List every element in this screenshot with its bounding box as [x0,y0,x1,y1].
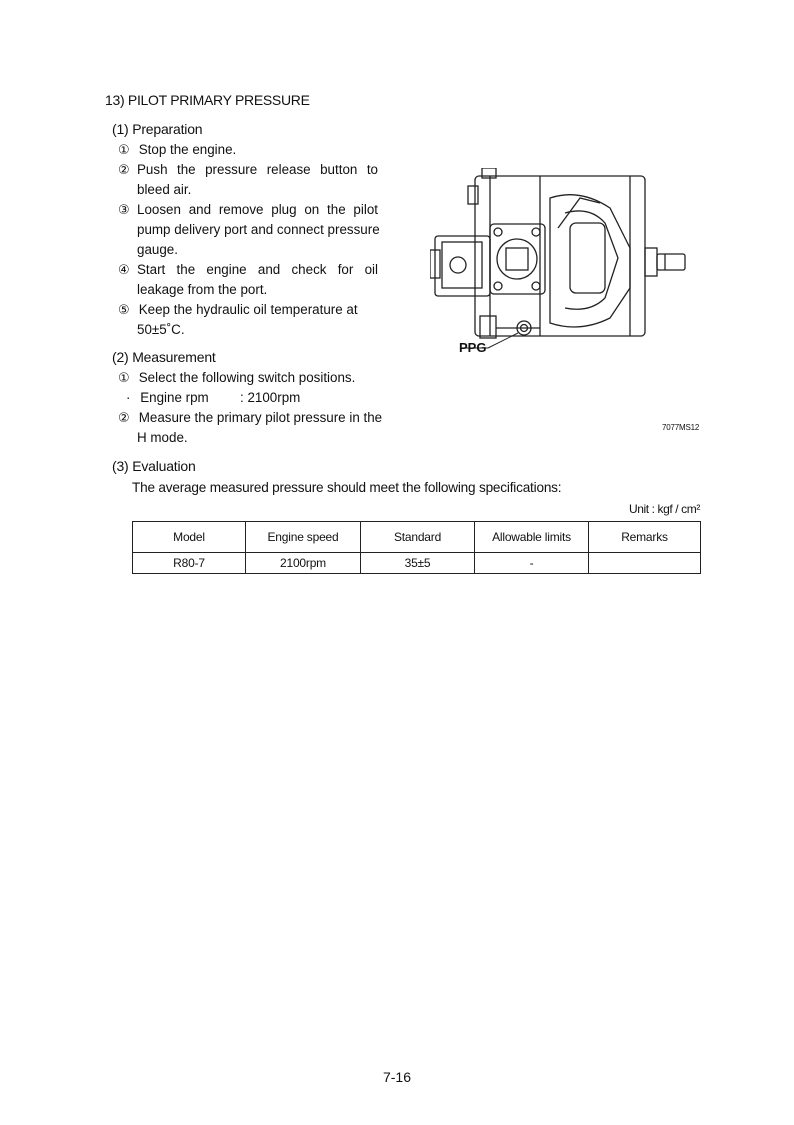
step-number: ⑤ [118,302,130,317]
cell-model: R80-7 [133,553,246,574]
header-model: Model [133,522,246,553]
spec-table [132,521,701,574]
pump-illustration [430,168,700,363]
header-allowable-limits: Allowable limits [475,522,589,553]
engine-rpm-value: : 2100rpm [240,390,301,405]
step-text-cont: 50±5˚C. [137,322,185,337]
ppg-callout: PPG [459,340,487,355]
cell-engine-speed: 2100rpm [246,553,361,574]
table-header-row [133,522,701,553]
step-text: Push the pressure release button to [137,162,378,177]
prep-step-2 [118,160,378,180]
step-number: ④ [118,262,130,277]
section-title: 13) PILOT PRIMARY PRESSURE [105,92,310,108]
prep-step-5 [118,300,358,320]
prep-step-4 [118,260,378,280]
step-text-line [137,200,378,220]
prep-step-1 [118,140,236,160]
engine-rpm-label: Engine rpm [140,390,209,405]
step-text: Measure the primary pilot pressure in the [138,410,383,425]
step-text: Start the engine and check for oil [137,262,378,277]
engine-rpm-row [126,388,301,408]
evaluation-heading: (3) Evaluation [112,458,196,474]
step-text-cont: leakage from the port. [137,282,268,297]
step-text-line [137,260,378,280]
step-text-cont: gauge. [137,242,178,257]
step-text-cont: pump delivery port and connect pressure [137,222,380,237]
step-text: Keep the hydraulic oil temperature at [138,302,358,317]
cell-allowable-limits: - [475,553,589,574]
measurement-heading: (2) Measurement [112,349,216,365]
preparation-heading: (1) Preparation [112,121,203,137]
cell-remarks [589,553,701,574]
step-number: ③ [118,202,130,217]
cell-standard: 35±5 [361,553,475,574]
evaluation-text: The average measured pressure should meet the following specifications: [132,480,562,495]
header-standard: Standard [361,522,475,553]
header-engine-speed: Engine speed [246,522,361,553]
step-text: Stop the engine. [138,142,237,157]
step-number: ② [118,410,130,425]
meas-step-1 [118,368,355,388]
bullet-mark: · [126,390,131,405]
step-number: ① [118,142,130,157]
table-row [133,553,701,574]
step-text: Loosen and remove plug on the pilot [137,202,378,217]
page-number: 7-16 [382,1069,412,1085]
prep-step-3 [118,200,378,220]
figure-code: 7077MS12 [662,423,700,432]
header-remarks: Remarks [589,522,701,553]
step-number: ① [118,370,130,385]
step-text-cont: bleed air. [137,182,192,197]
unit-label: Unit : kgf / cm² [629,502,700,516]
step-text: Select the following switch positions. [138,370,356,385]
step-text-line [137,160,378,180]
meas-step-2 [118,408,382,428]
step-text-cont: H mode. [137,430,188,445]
step-number: ② [118,162,130,177]
